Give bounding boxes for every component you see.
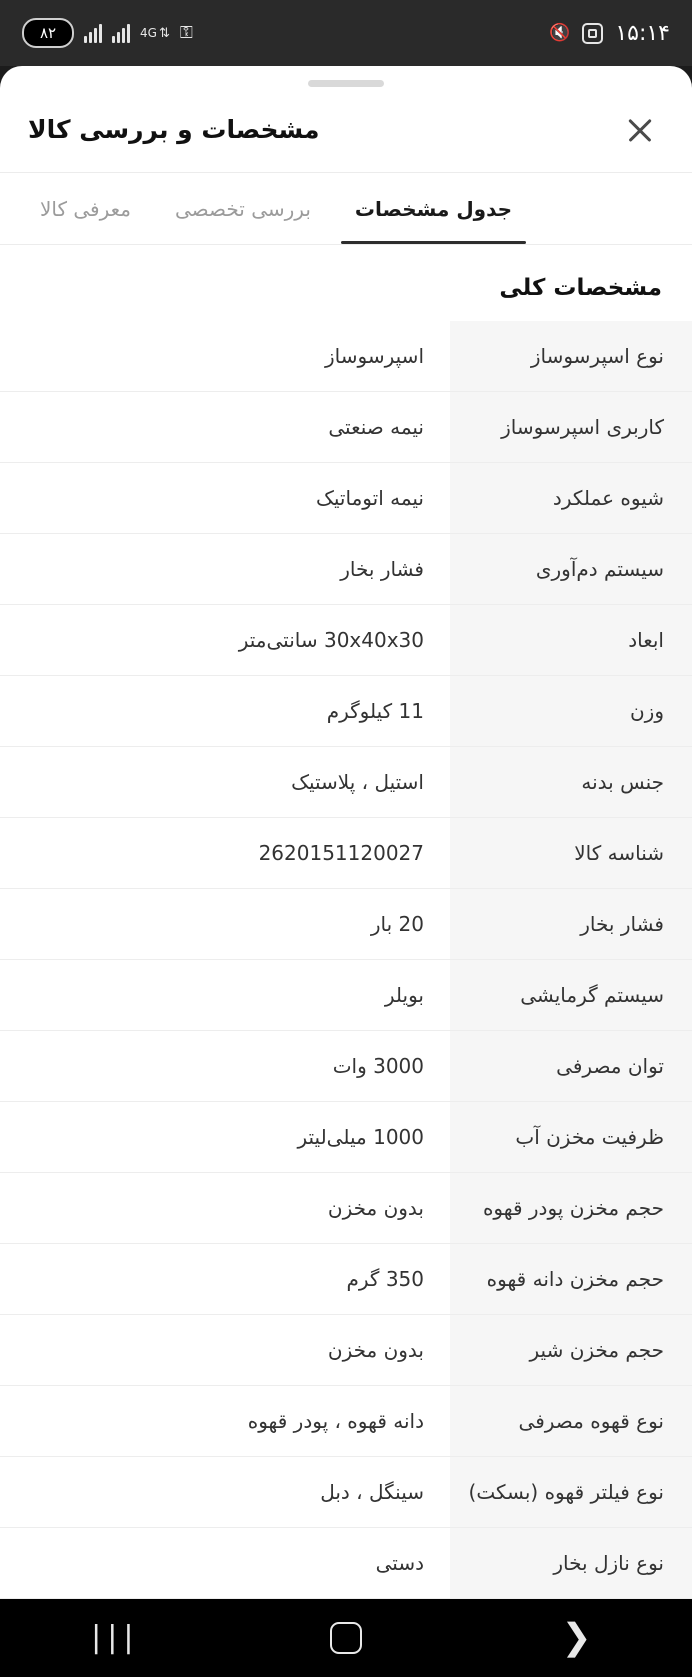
signal-bars-icon (84, 23, 102, 43)
spec-key: کاربری اسپرسوساز (450, 392, 692, 463)
spec-value: 2620151120027 (0, 818, 450, 889)
tab-spec-table[interactable]: جدول مشخصات (333, 173, 534, 244)
spec-value: 3000 وات (0, 1031, 450, 1102)
sheet-header (0, 87, 692, 173)
spec-value: بویلر (0, 960, 450, 1031)
signal-bars-secondary-icon (112, 23, 130, 43)
vpn-key-icon: ⚿ (179, 23, 193, 43)
table-row (0, 1528, 692, 1599)
spec-key: توان مصرفی (450, 1031, 692, 1102)
screen-record-icon (582, 23, 603, 44)
spec-value: نیمه اتوماتیک (0, 463, 450, 534)
spec-value: 11 کیلوگرم (0, 676, 450, 747)
tab-bar (0, 173, 692, 245)
table-row (0, 1386, 692, 1457)
spec-key: وزن (450, 676, 692, 747)
back-icon[interactable]: ❯ (561, 1617, 592, 1658)
spec-value: دانه قهوه ، پودر قهوه (0, 1386, 450, 1457)
close-icon[interactable] (618, 108, 662, 152)
table-row (0, 392, 692, 463)
table-row (0, 1244, 692, 1315)
spec-value: سینگل ، دبل (0, 1457, 450, 1528)
spec-key: فشار بخار (450, 889, 692, 960)
table-row (0, 676, 692, 747)
specs-content (0, 245, 692, 1599)
status-bar (0, 0, 692, 66)
specs-table (0, 321, 692, 1599)
table-row (0, 605, 692, 676)
tab-product-intro[interactable]: معرفی کالا (40, 196, 132, 221)
spec-key: حجم مخزن پودر قهوه (450, 1173, 692, 1244)
table-row (0, 1457, 692, 1528)
volume-mute-icon: 🔇 (549, 23, 571, 43)
network-type-icon (140, 27, 170, 40)
spec-key: شیوه عملکرد (450, 463, 692, 534)
status-bar-clock: ۱۵:۱۴ (615, 20, 670, 46)
table-row (0, 321, 692, 392)
table-row (0, 1031, 692, 1102)
spec-value: فشار بخار (0, 534, 450, 605)
spec-value: دستی (0, 1528, 450, 1599)
spec-key: سیستم گرمایشی (450, 960, 692, 1031)
spec-key: جنس بدنه (450, 747, 692, 818)
section-title: مشخصات کلی (499, 275, 662, 301)
spec-value: بدون مخزن (0, 1315, 450, 1386)
status-bar-left (22, 18, 193, 48)
system-nav-bar (0, 1599, 692, 1677)
spec-value: 30x40x30 سانتی‌متر (0, 605, 450, 676)
table-row (0, 1173, 692, 1244)
table-row (0, 747, 692, 818)
data-arrows-icon: ⇅ (158, 25, 170, 41)
page-title: مشخصات و بررسی کالا (28, 115, 320, 144)
spec-key: نوع قهوه مصرفی (450, 1386, 692, 1457)
recents-icon[interactable]: ||| (91, 1620, 140, 1655)
table-row (0, 1315, 692, 1386)
spec-key: حجم مخزن دانه قهوه (450, 1244, 692, 1315)
battery-indicator (22, 18, 74, 48)
table-row (0, 534, 692, 605)
spec-value: 20 بار (0, 889, 450, 960)
product-specs-sheet (0, 66, 692, 1599)
sheet-drag-handle[interactable] (308, 80, 384, 87)
spec-value: بدون مخزن (0, 1173, 450, 1244)
spec-value: استیل ، پلاستیک (0, 747, 450, 818)
table-row (0, 889, 692, 960)
spec-value: 350 گرم (0, 1244, 450, 1315)
home-button[interactable] (286, 1608, 406, 1668)
spec-key: ابعاد (450, 605, 692, 676)
spec-value: 1000 میلی‌لیتر (0, 1102, 450, 1173)
home-icon (330, 1622, 362, 1654)
spec-key: شناسه کالا (450, 818, 692, 889)
tab-expert-review[interactable]: بررسی تخصصی (175, 196, 311, 221)
spec-key: نوع فیلتر قهوه (بسکت) (450, 1457, 692, 1528)
spec-key: نوع اسپرسوساز (450, 321, 692, 392)
battery-level: ۸۲ (39, 24, 57, 42)
spec-key: نوع نازل بخار (450, 1528, 692, 1599)
table-row (0, 818, 692, 889)
spec-key: سیستم دم‌آوری (450, 534, 692, 605)
spec-value: نیمه صنعتی (0, 392, 450, 463)
spec-key: ظرفیت مخزن آب (450, 1102, 692, 1173)
spec-key: حجم مخزن شیر (450, 1315, 692, 1386)
spec-value: اسپرسوساز (0, 321, 450, 392)
table-row (0, 1102, 692, 1173)
status-bar-right (549, 21, 670, 46)
table-row (0, 463, 692, 534)
network-type-label: 4G (140, 26, 157, 40)
table-row (0, 960, 692, 1031)
